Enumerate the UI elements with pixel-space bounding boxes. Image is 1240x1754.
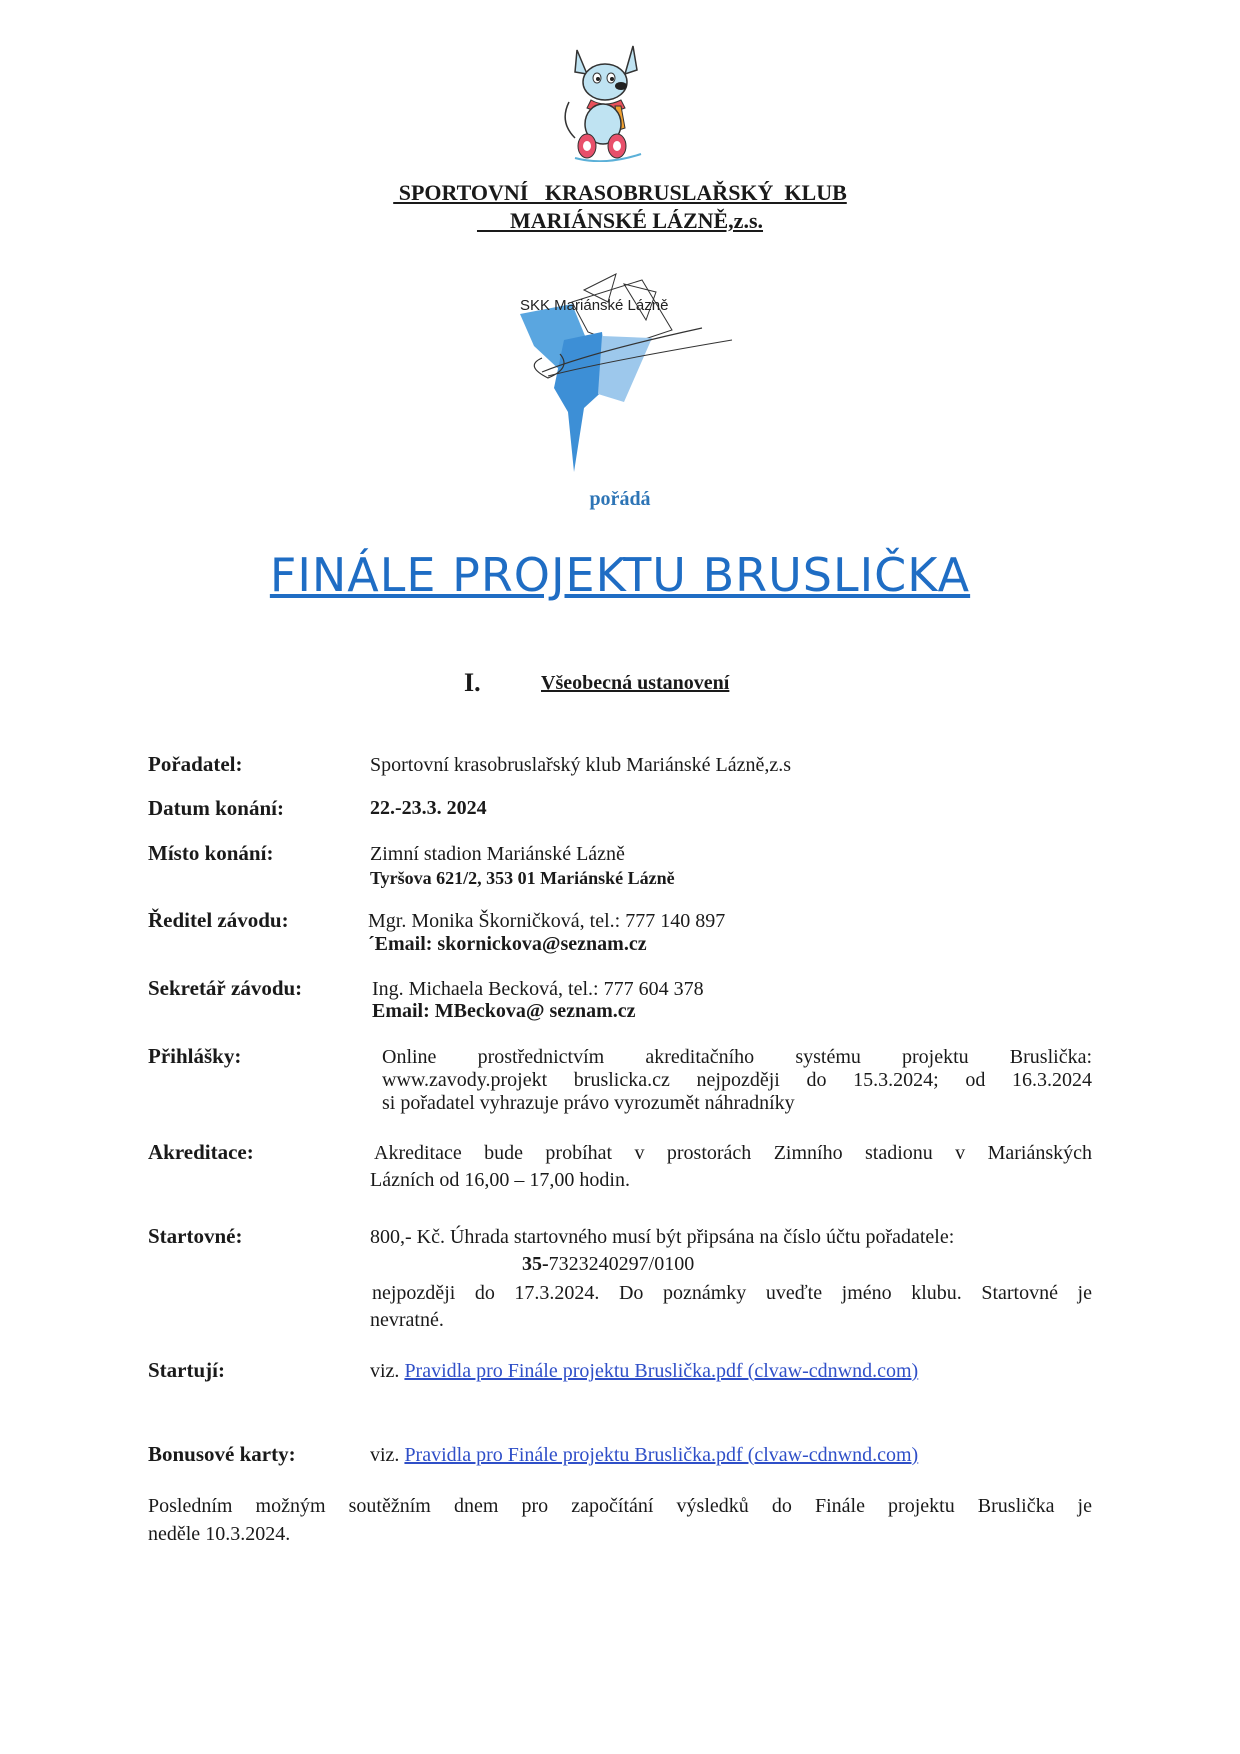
director-email: ´Email: skornickova@seznam.cz [368, 933, 647, 955]
secretary-label: Sekretář závodu: [148, 976, 303, 1000]
club-logo-icon [512, 262, 742, 472]
bank-account-prefix: 35- [522, 1253, 549, 1275]
registration-line2: www.zavody.projekt bruslicka.cz nejpozději do 15.3.2024; od 16.3.2024 [382, 1069, 1092, 1091]
registration-line1: Online prostřednictvím akreditačního systému projektu Bruslička: [382, 1046, 1092, 1068]
director-label: Ředitel závodu: [148, 908, 289, 932]
entry-fee-line4: nevratné. [370, 1309, 444, 1331]
participants-value [370, 1359, 918, 1383]
footer-note [148, 1492, 1092, 1548]
bonus-cards-prefix: viz. [370, 1444, 400, 1466]
venue-label: Místo konání: [148, 841, 274, 865]
organizer-label: Pořadatel: [148, 752, 243, 776]
club-name-line1: SPORTOVNÍ KRASOBRUSLAŘSKÝ KLUB [393, 180, 847, 205]
entry-fee-line1: 800,- Kč. Úhrada startovného musí být připsána na číslo účtu pořadatele: [370, 1226, 955, 1248]
bonus-cards-value [370, 1443, 918, 1467]
accreditation-line1: Akreditace bude probíhat v prostorách Zimního stadionu v Mariánských [374, 1142, 1092, 1164]
venue-address: Tyršova 621/2, 353 01 Mariánské Lázně [370, 868, 675, 888]
section-title: Všeobecná ustanovení [541, 672, 730, 694]
footer-line2: neděle 10.3.2024. [148, 1523, 291, 1545]
bank-account [522, 1252, 694, 1276]
accreditation-label: Akreditace: [148, 1140, 254, 1164]
participants-prefix: viz. [370, 1360, 400, 1382]
event-title: FINÁLE PROJEKTU BRUSLIČKA [269, 548, 971, 602]
footer-line1: Posledním možným soutěžním dnem pro započítání výsledků do Finále projektu Bruslička je [148, 1495, 1092, 1517]
secretary-email: Email: MBeckova@ seznam.cz [372, 1000, 636, 1022]
venue-name: Zimní stadion Mariánské Lázně [370, 843, 625, 865]
rules-link[interactable]: Pravidla pro Finále projektu Bruslička.pdf (clvaw-cdnwnd.com) [404, 1360, 919, 1382]
logo-text: SKK Mariánské Lázně [520, 297, 669, 314]
entry-fee-line3: nejpozději do 17.3.2024. Do poznámky uveďte jméno klubu. Startovné je [372, 1282, 1092, 1304]
organizer-value: Sportovní krasobruslařský klub Mariánské Lázně,z.s [370, 754, 792, 776]
entry-fee-label: Startovné: [148, 1224, 243, 1248]
director-contact: Mgr. Monika Škorničková, tel.: 777 140 897 [368, 910, 726, 932]
date-label: Datum konání: [148, 796, 284, 820]
organizes-label: pořádá [589, 488, 651, 510]
club-name-line2: MARIÁNSKÉ LÁZNĚ,z.s. [476, 208, 764, 233]
secretary-contact: Ing. Michaela Becková, tel.: 777 604 378 [372, 978, 704, 1000]
bonus-cards-label: Bonusové karty: [148, 1442, 296, 1466]
date-value: 22.-23.3. 2024 [370, 797, 487, 819]
accreditation-line2: Lázních od 16,00 – 17,00 hodin. [370, 1169, 630, 1191]
registration-label: Přihlášky: [148, 1044, 242, 1068]
registration-line3: si pořadatel vyhrazuje právo vyrozumět náhradníky [382, 1092, 795, 1114]
bonus-rules-link[interactable]: Pravidla pro Finále projektu Bruslička.pdf (clvaw-cdnwnd.com) [404, 1444, 919, 1466]
section-number: I. [464, 668, 481, 697]
fox-mascot-icon [555, 42, 655, 162]
bank-account-number: 7323240297/0100 [548, 1253, 695, 1275]
participants-label: Startují: [148, 1358, 225, 1382]
